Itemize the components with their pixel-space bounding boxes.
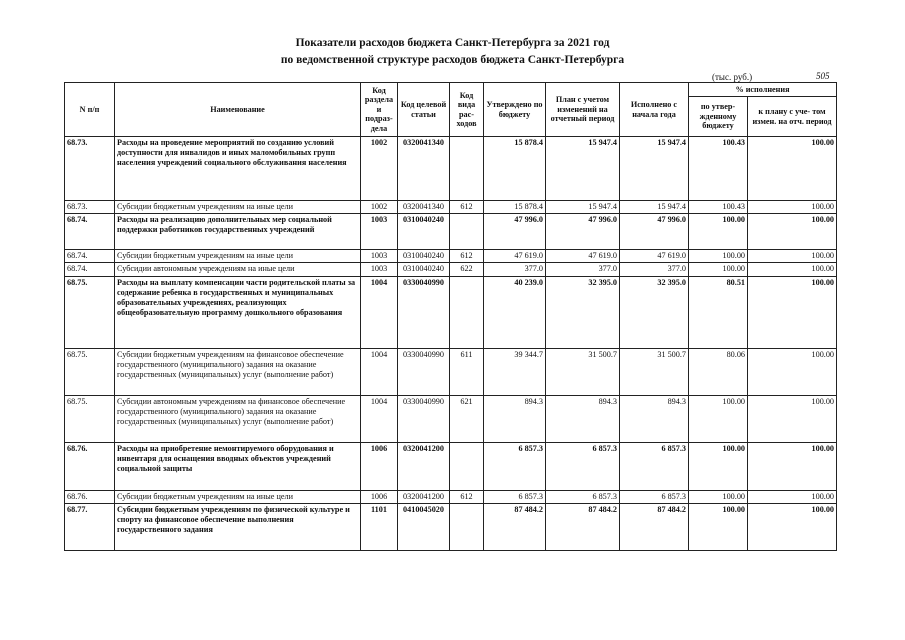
row-plan: 87 484.2 <box>546 503 620 550</box>
row-num: 68.75. <box>65 348 115 395</box>
table-row <box>65 250 837 263</box>
header-target: Код целевой статьи <box>398 83 450 137</box>
table-row <box>65 263 837 276</box>
row-executed: 15 947.4 <box>620 201 689 214</box>
row-section-code: 1101 <box>361 503 398 550</box>
row-executed: 6 857.3 <box>620 490 689 503</box>
row-name: Расходы на проведение мероприятий по созданию условий доступности для инвалидов и иных маломобильных групп населения учреждений социального обслуживания населения <box>115 137 361 201</box>
row-pct-plan: 100.00 <box>748 395 837 442</box>
row-target-code: 0320041340 <box>398 137 450 201</box>
row-type-code: 612 <box>450 250 484 263</box>
row-pct-plan: 100.00 <box>748 490 837 503</box>
header-name: Наименование <box>115 83 361 137</box>
row-section-code: 1002 <box>361 201 398 214</box>
page-number: 505 <box>816 71 830 81</box>
header-pct-approved: по утвер- жденному бюджету <box>689 97 748 137</box>
row-num: 68.74. <box>65 263 115 276</box>
row-pct-plan: 100.00 <box>748 348 837 395</box>
row-approved: 39 344.7 <box>484 348 546 395</box>
row-name: Субсидии бюджетным учреждениям на иные цели <box>115 201 361 214</box>
row-approved: 377.0 <box>484 263 546 276</box>
table-row <box>65 214 837 250</box>
row-executed: 32 395.0 <box>620 276 689 348</box>
header-pct-plan: к плану с уче- том измен. на отч. период <box>748 97 837 137</box>
row-pct-plan: 100.00 <box>748 442 837 490</box>
row-plan: 15 947.4 <box>546 137 620 201</box>
row-approved: 15 878.4 <box>484 137 546 201</box>
row-type-code <box>450 442 484 490</box>
row-pct-plan: 100.00 <box>748 503 837 550</box>
table-row <box>65 137 837 201</box>
row-approved: 47 996.0 <box>484 214 546 250</box>
row-target-code: 0330040990 <box>398 276 450 348</box>
table-row <box>65 442 837 490</box>
row-executed: 15 947.4 <box>620 137 689 201</box>
row-num: 68.75. <box>65 276 115 348</box>
row-target-code: 0320041340 <box>398 201 450 214</box>
row-name: Субсидии бюджетным учреждениям на иные цели <box>115 490 361 503</box>
row-plan: 894.3 <box>546 395 620 442</box>
row-type-code: 621 <box>450 395 484 442</box>
row-type-code <box>450 503 484 550</box>
row-name: Расходы на реализацию дополнительных мер социальной поддержки работников государственных учреждений <box>115 214 361 250</box>
row-name: Субсидии автономным учреждениям на финансовое обеспечение государственного (муниципального) задания на оказание государственных (муниципальных) услуг (выполнение работ) <box>115 395 361 442</box>
row-executed: 47 996.0 <box>620 214 689 250</box>
row-type-code: 612 <box>450 201 484 214</box>
row-section-code: 1004 <box>361 395 398 442</box>
row-section-code: 1003 <box>361 263 398 276</box>
row-pct-approved: 100.00 <box>689 442 748 490</box>
row-plan: 377.0 <box>546 263 620 276</box>
row-executed: 31 500.7 <box>620 348 689 395</box>
row-pct-plan: 100.00 <box>748 250 837 263</box>
row-target-code: 0330040990 <box>398 348 450 395</box>
row-pct-approved: 100.00 <box>689 250 748 263</box>
expenses-table <box>64 82 837 551</box>
row-type-code: 622 <box>450 263 484 276</box>
row-executed: 87 484.2 <box>620 503 689 550</box>
row-plan: 47 996.0 <box>546 214 620 250</box>
row-section-code: 1004 <box>361 276 398 348</box>
row-plan: 6 857.3 <box>546 442 620 490</box>
units-label: (тыс. руб.) <box>712 72 753 82</box>
page-title-line2: по ведомственной структуре расходов бюджета Санкт-Петербурга <box>280 54 625 66</box>
row-num: 68.75. <box>65 395 115 442</box>
row-name: Расходы на приобретение немонтируемого оборудования и инвентаря для оснащения вводных объектов учреждений социальной защиты <box>115 442 361 490</box>
row-type-code: 612 <box>450 490 484 503</box>
row-pct-plan: 100.00 <box>748 263 837 276</box>
table-row <box>65 503 837 550</box>
row-executed: 894.3 <box>620 395 689 442</box>
row-name: Расходы на выплату компенсации части родительской платы за содержание ребенка в государственных и муниципальных образовательных учреждениях, реализующих общеобразовательную программу дошкольного образования <box>115 276 361 348</box>
row-target-code: 0320041200 <box>398 442 450 490</box>
row-num: 68.77. <box>65 503 115 550</box>
row-target-code: 0320041200 <box>398 490 450 503</box>
row-num: 68.74. <box>65 250 115 263</box>
row-plan: 32 395.0 <box>546 276 620 348</box>
row-type-code <box>450 276 484 348</box>
row-section-code: 1003 <box>361 214 398 250</box>
row-num: 68.74. <box>65 214 115 250</box>
header-type: Код вида рас- ходов <box>450 83 484 137</box>
row-section-code: 1006 <box>361 490 398 503</box>
page-title-line1: Показатели расходов бюджета Санкт-Петербурга за 2021 год <box>295 37 610 49</box>
row-target-code: 0310040240 <box>398 214 450 250</box>
row-num: 68.76. <box>65 442 115 490</box>
row-section-code: 1004 <box>361 348 398 395</box>
table-row <box>65 201 837 214</box>
row-target-code: 0310040240 <box>398 250 450 263</box>
row-plan: 47 619.0 <box>546 250 620 263</box>
row-name: Субсидии автономным учреждениям на иные цели <box>115 263 361 276</box>
row-pct-approved: 100.00 <box>689 395 748 442</box>
row-pct-plan: 100.00 <box>748 201 837 214</box>
header-approved: Утверждено по бюджету <box>484 83 546 137</box>
row-target-code: 0410045020 <box>398 503 450 550</box>
table-row <box>65 276 837 348</box>
header-percent: % исполнения <box>689 83 837 97</box>
row-pct-approved: 100.00 <box>689 214 748 250</box>
row-pct-approved: 80.06 <box>689 348 748 395</box>
table-body <box>65 137 837 551</box>
header-num: N п/п <box>65 83 115 137</box>
row-approved: 894.3 <box>484 395 546 442</box>
row-num: 68.73. <box>65 201 115 214</box>
row-executed: 6 857.3 <box>620 442 689 490</box>
header-plan: План с учетом изменений на отчетный период <box>546 83 620 137</box>
row-executed: 377.0 <box>620 263 689 276</box>
row-approved: 6 857.3 <box>484 442 546 490</box>
row-approved: 6 857.3 <box>484 490 546 503</box>
row-target-code: 0310040240 <box>398 263 450 276</box>
row-approved: 40 239.0 <box>484 276 546 348</box>
row-num: 68.76. <box>65 490 115 503</box>
row-name: Субсидии бюджетным учреждениям на иные цели <box>115 250 361 263</box>
row-pct-plan: 100.00 <box>748 137 837 201</box>
header-executed: Исполнено с начала года <box>620 83 689 137</box>
table-row <box>65 348 837 395</box>
row-pct-approved: 100.00 <box>689 503 748 550</box>
row-section-code: 1003 <box>361 250 398 263</box>
table-row <box>65 395 837 442</box>
row-approved: 15 878.4 <box>484 201 546 214</box>
row-pct-approved: 100.00 <box>689 490 748 503</box>
row-target-code: 0330040990 <box>398 395 450 442</box>
table-row <box>65 490 837 503</box>
row-plan: 15 947.4 <box>546 201 620 214</box>
row-name: Субсидии бюджетным учреждениям по физической культуре и спорту на финансовое обеспечение выполнения государственного задания <box>115 503 361 550</box>
row-pct-plan: 100.00 <box>748 276 837 348</box>
row-pct-approved: 100.00 <box>689 263 748 276</box>
row-pct-plan: 100.00 <box>748 214 837 250</box>
row-pct-approved: 80.51 <box>689 276 748 348</box>
row-pct-approved: 100.43 <box>689 201 748 214</box>
row-approved: 87 484.2 <box>484 503 546 550</box>
row-plan: 6 857.3 <box>546 490 620 503</box>
row-section-code: 1006 <box>361 442 398 490</box>
row-pct-approved: 100.43 <box>689 137 748 201</box>
row-name: Субсидии бюджетным учреждениям на финансовое обеспечение государственного (муниципального) задания на оказание государственных (муниципальных) услуг (выполнение работ) <box>115 348 361 395</box>
row-section-code: 1002 <box>361 137 398 201</box>
row-plan: 31 500.7 <box>546 348 620 395</box>
row-type-code <box>450 137 484 201</box>
row-type-code <box>450 214 484 250</box>
header-section: Код раздела и подраз- дела <box>361 83 398 137</box>
row-approved: 47 619.0 <box>484 250 546 263</box>
row-executed: 47 619.0 <box>620 250 689 263</box>
row-num: 68.73. <box>65 137 115 201</box>
row-type-code: 611 <box>450 348 484 395</box>
